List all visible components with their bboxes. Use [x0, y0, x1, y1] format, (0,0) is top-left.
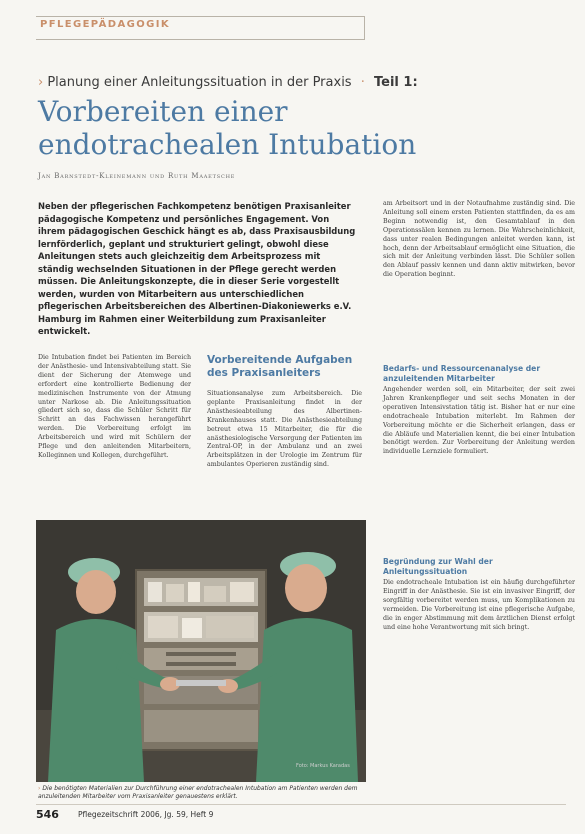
caption-text: Die benötigten Materialien zur Durchführung einer endotrachealen Intubation am Patienten werden dem anzuleitenden Mitarbeiter vom Praxisanleiter genauestens erklärt. — [38, 785, 358, 800]
title-line-2: endotrachealen Intubation — [38, 128, 417, 161]
column-2-heading: Vorbereitende Aufgaben des Praxisanleiters — [207, 354, 353, 379]
photo-credit: Foto: Markus Karadas — [296, 763, 350, 769]
photo-illustration — [36, 520, 366, 782]
right-column-text-1: am Arbeitsort und in der Notaufnahme zuständig sind. Die Anleitung soll einem ersten Patienten stattfinden, da es am Beginn notwendig ist, den Gesamtablauf in den Operationssälen kennen zu lernen. Die Wahrscheinlichkeit, dass unter realen Bedingungen anleitet werden kann, ist hoch, denn der Arbeitsablauf ermöglicht eine Situation, die sich mit der Anleitung verbinden lässt. Die Schüler sollen den Ablauf passiv kennen und dann aktiv mitwirken, bevor die Operation beginnt. — [383, 200, 575, 279]
article-authors: Jan Barnstedt-Kleinemann und Ruth Maaetsche — [38, 172, 236, 180]
series-part: Teil 1: — [374, 75, 418, 90]
series-line — [38, 75, 418, 90]
article-photo — [36, 520, 366, 782]
footer-rule — [36, 804, 566, 805]
body-column-1: Die Intubation findet bei Patienten im Bereich der Anästhesie- und Intensivabteilung statt. Sie dient der Sicherung der Atemwege und erfordert eine kontrollierte Bedienung der medizinischen Instrumente von der Atmung unter Narkose ab. Die Anleitungssituation gliedert sich so, dass die Schüler Schritt für Schritt an das Fachwissen herangeführt werden. Die Vorbereitung erfolgt im Arbeitsbereich und wird mit Schülern der Pflege und den anleitenden Mitarbeitern, Kolleginnen und Kollegen, durchgeführt. — [38, 354, 191, 459]
photo-caption — [38, 785, 364, 801]
lead-paragraph: Neben der pflegerischen Fachkompetenz benötigen Praxisanleiter pädagogische Kompetenz und persönliches Engagement. Von ihrem pädagogischen Geschick hängt es ab, dass Praxisausbildung lernförderlich, geplant und strukturiert gelingt, obwohl diese Anleitungen stets auch gleichzeitig dem Arbeitsprozess mit ständig wechselnden Situationen in der Pflege gerecht werden müssen. Die Anleitungskonzepte, die in dieser Serie vorgestellt werden, wurden von Mitarbeitern aus unterschiedlichen pflegerischen Arbeitsbereichen des Albertinen-Diakoniewerks e.V. Hamburg im Rahmen einer Weiterbildung zum Praxisanleiter entwickelt. — [38, 201, 356, 336]
journal-info: Pflegezeitschrift 2006, Jg. 59, Heft 9 — [78, 810, 214, 819]
right-column-text-3: Die endotracheale Intubation ist ein häufig durchgeführter Eingriff in der Anästhesie. Sie ist ein invasiver Eingriff, der sorgfältig vorbereitet werden muss, um Komplikationen zu vermeiden. Die Vorbereitung ist eine pflegerische Aufgabe, die in enger Abstimmung mit dem ärztlichen Dienst erfolgt und eine hohe Verantwortung mit sich bringt. — [383, 579, 575, 631]
chevron-right-icon: › — [38, 75, 44, 90]
right-column-heading-1: Bedarfs- und Ressourcenanalyse der anzuleitenden Mitarbeiter — [383, 364, 541, 383]
chevron-right-icon: › — [38, 785, 41, 792]
page-number: 546 — [36, 808, 59, 821]
right-column-text-2: Angehender werden soll, ein Mitarbeiter, der seit zwei Jahren Krankenpfleger und seit sechs Monaten in der operativen Intensivstation tätig ist. Bisher hat er nur eine endotracheale Intubation miterlebt. Im Rahmen der Vorbereitung möchte er die Sicherheit erlangen, dass er die Abläufe und Materialien kennt, die bei einer Intubation benötigt werden. Zur Vorbereitung der Anleitung werden individuelle Lernziele formuliert. — [383, 386, 575, 456]
series-name: Planung einer Anleitungssituation in der Praxis — [47, 75, 352, 90]
right-column-heading-2: Begründung zur Wahl der Anleitungssituation — [383, 557, 493, 576]
body-column-2: Situationsanalyse zum Arbeitsbereich. Die geplante Praxisanleitung findet in der Anästhesieabteilung des Albertinen-Krankenhauses statt. Die Anästhesieabteilung betreut etwa 15 Mitarbeiter, die für die anästhesiologische Versorgung der Patienten im Zentral-OP, in der Ambulanz und an zwei Arbeitsplätzen in der Urologie im Zentrum für ambulantes Operieren zuständig sind. — [207, 390, 362, 469]
article-title — [38, 95, 458, 161]
separator: · — [360, 75, 365, 90]
section-title: PFLEGEPÄDAGOGIK — [40, 19, 170, 30]
title-line-1: Vorbereiten einer — [38, 95, 288, 128]
